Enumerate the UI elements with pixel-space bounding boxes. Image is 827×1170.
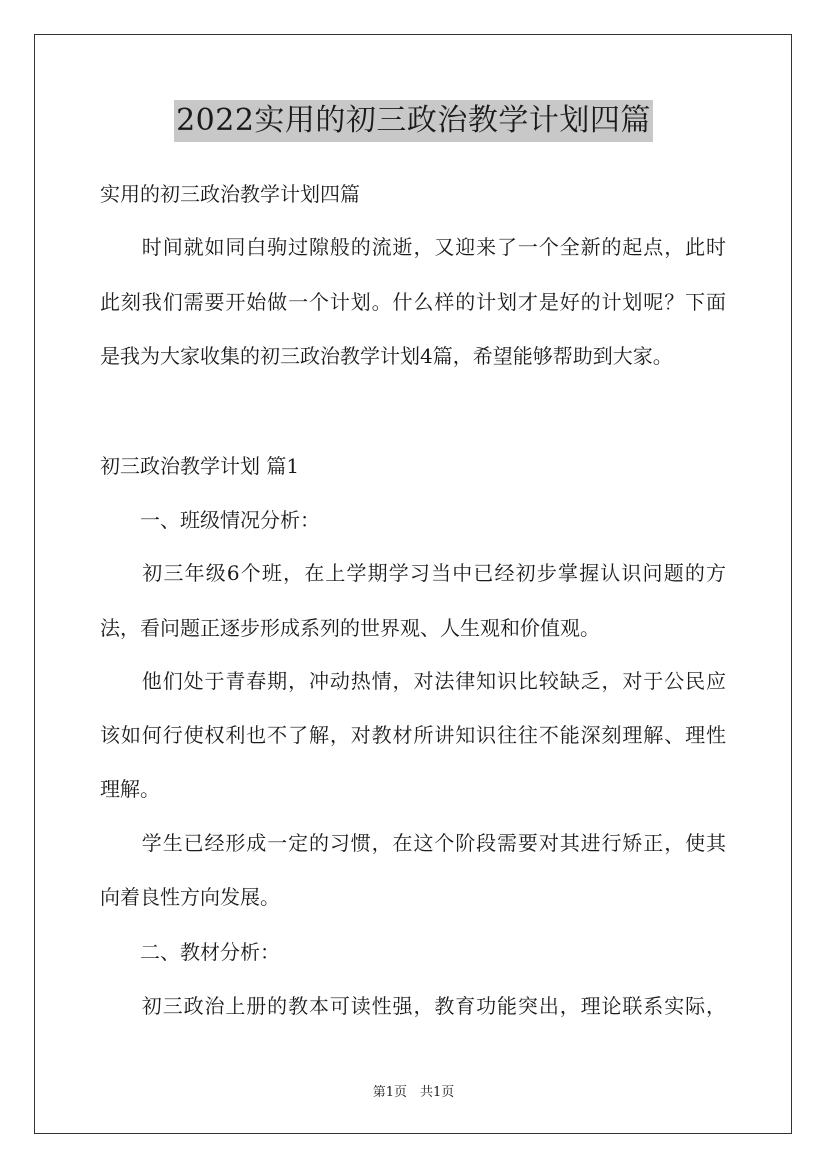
paragraph-line: 向着良性方向发展。	[100, 885, 280, 909]
section-heading: 初三政治教学计划 篇1	[100, 454, 300, 478]
title-container	[0, 100, 827, 142]
subsection-heading: 一、班级情况分析：	[100, 508, 320, 532]
paragraph-line: 该如何行使权利也不了解，对教材所讲知识往往不能深刻理解、理性	[100, 723, 726, 747]
paragraph-line: 学生已经形成一定的习惯，在这个阶段需要对其进行矫正，使其	[100, 831, 726, 855]
paragraph-line: 初三政治上册的教本可读性强，教育功能突出，理论联系实际，	[100, 994, 726, 1018]
paragraph-line: 时间就如同白驹过隙般的流逝，又迎来了一个全新的起点，此时	[100, 235, 726, 259]
paragraph-line: 他们处于青春期，冲动热情，对法律知识比较缺乏，对于公民应	[100, 669, 726, 693]
paragraph-line: 法，看问题正逐步形成系列的世界观、人生观和价值观。	[100, 616, 600, 640]
document-title: 2022实用的初三政治教学计划四篇	[174, 100, 653, 142]
paragraph-line: 初三年级6个班，在上学期学习当中已经初步掌握认识问题的方	[100, 561, 726, 585]
subsection-heading: 二、教材分析：	[100, 940, 280, 964]
paragraph-line: 理解。	[100, 777, 160, 801]
subtitle-line: 实用的初三政治教学计划四篇	[100, 182, 360, 206]
page-footer: 第1页 共1页	[372, 1085, 455, 1100]
paragraph-line: 是我为大家收集的初三政治教学计划4篇，希望能够帮助到大家。	[100, 344, 673, 368]
paragraph-line: 此刻我们需要开始做一个计划。什么样的计划才是好的计划呢？下面	[100, 290, 726, 314]
